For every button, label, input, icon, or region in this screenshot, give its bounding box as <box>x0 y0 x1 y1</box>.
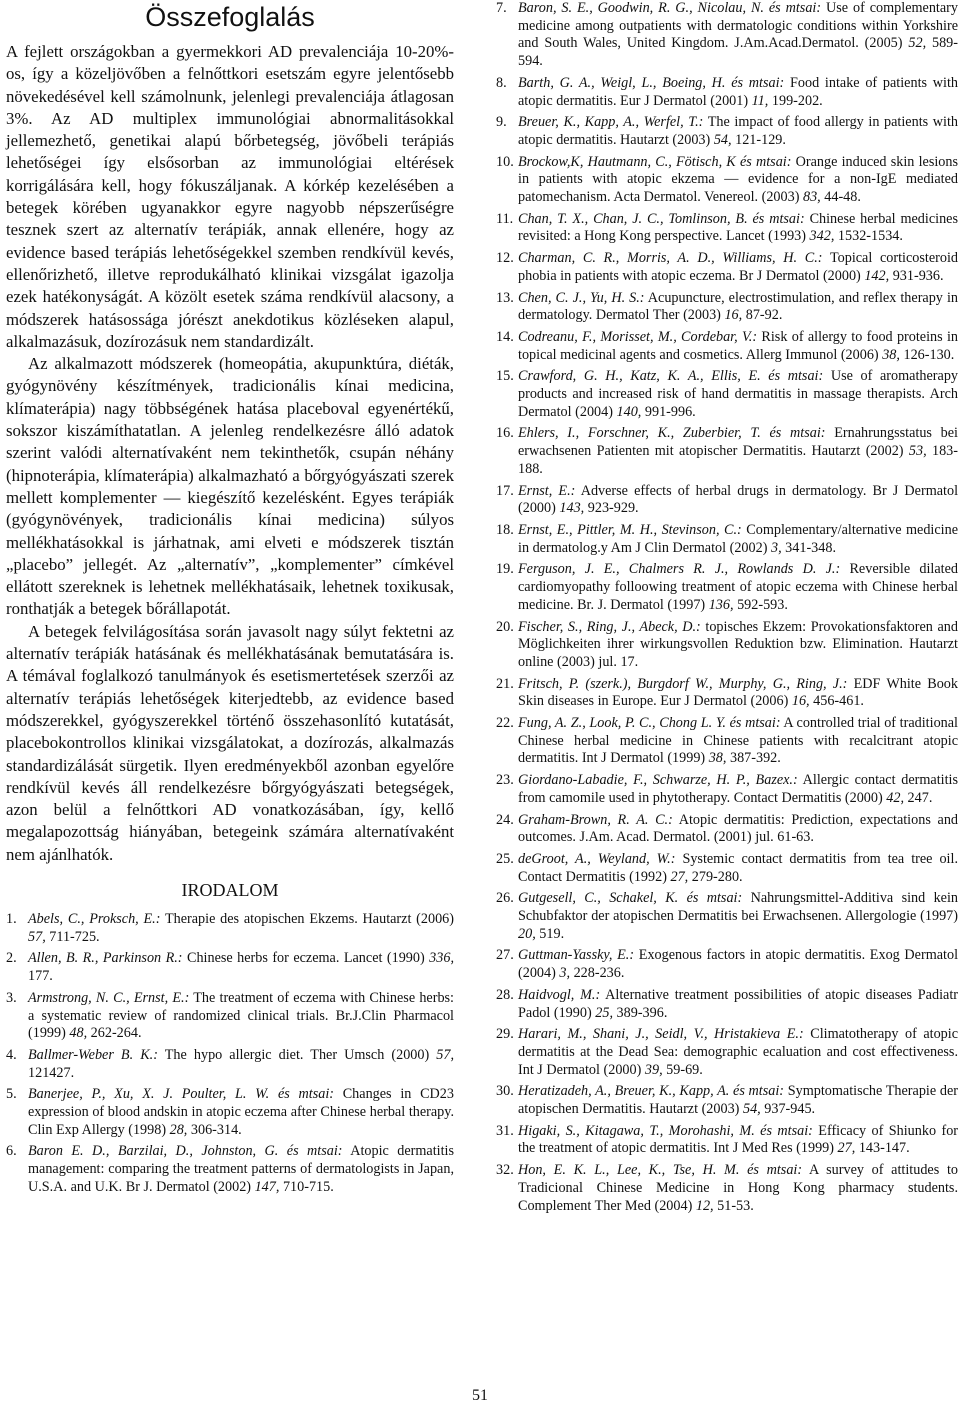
reference-item <box>496 211 958 246</box>
reference-item <box>496 483 958 518</box>
reference-pages: 121427. <box>28 1064 75 1081</box>
reference-volume: 140, <box>616 403 642 420</box>
reference-volume: 147, <box>254 1178 280 1195</box>
reference-authors: Armstrong, N. C., Ernst, E.: <box>28 989 190 1006</box>
reference-authors: Allen, B. R., Parkinson R.: <box>28 950 183 967</box>
reference-volume: 3, <box>770 539 782 556</box>
reference-text: Chinese herbal medicines revisited: a Hong Kong perspective. Lancet (1993) <box>518 210 958 245</box>
reference-item <box>496 715 958 768</box>
reference-authors: Ballmer-Weber B. K.: <box>28 1046 158 1063</box>
reference-item <box>496 75 958 110</box>
reference-number: 13. <box>496 289 514 306</box>
reference-pages: 341-348. <box>781 539 837 556</box>
reference-pages: 937-945. <box>760 1101 816 1118</box>
reference-authors: Higaki, S., Kitagawa, T., Morohashi, M. és mtsai: <box>518 1122 813 1139</box>
reference-text: Use of complementary medicine among outpatients with dermatologic conditions within Yorkshire and South Wales, United Kingdom. J.Am.Acad.Dermatol. (2005) <box>518 0 958 52</box>
reference-pages: 931-936. <box>889 267 944 284</box>
reference-text: Nahrungsmittel-Additiva sind kein Schubfaktor der atopischen Dermatitis bei Erwachsenen. Allergologie (1997) <box>518 890 958 925</box>
reference-pages: 228-236. <box>570 965 625 982</box>
reference-authors: Fischer, S., Ring, J., Abeck, D.: <box>518 618 701 635</box>
reference-item <box>496 425 958 478</box>
reference-text: Orange induced skin lesions in patients with atopic ekzema — evidence for a non-IgE mediated patomechanism. Acta Dermatol. Venereol. (2003) <box>518 153 958 206</box>
reference-text: Atopic dermatitis management: comparing the treatment patterns of dermatologists in Japan, U.S.A. and U.K. Br J. Dermatol (2002) <box>28 1143 454 1195</box>
reference-volume: 57, <box>28 928 46 945</box>
reference-authors: Baron E. D., Barzilai, D., Johnston, G. és mtsai: <box>28 1143 343 1160</box>
reference-pages: 262-264. <box>87 1025 142 1042</box>
reference-number: 16. <box>496 425 514 442</box>
reference-text: A controlled trial of traditional Chinese herbal medicine in Chinese patients with recalcitrant atopic dermatitis. Int J Dermatol (1999) <box>518 715 958 767</box>
reference-number: 22. <box>496 715 514 732</box>
reference-text: Complementary/alternative medicine in dermatolog.y Am J Clin Dermatol (2002) <box>518 521 959 556</box>
reference-volume: 12, <box>695 1197 714 1214</box>
reference-text: A survey of attitudes to Tradicional Chinese Medicine in Hong Kong pharmacy students. Complement Ther Med (2004) <box>518 1162 958 1214</box>
reference-pages: 1532-1534. <box>834 228 903 245</box>
reference-authors: Harari, M., Shani, J., Seidl, V., Hristakieva E.: <box>518 1026 804 1043</box>
reference-number: 4. <box>6 1046 17 1063</box>
reference-volume: 342, <box>809 228 835 245</box>
reference-volume: 20, <box>518 925 536 942</box>
reference-authors: Ernst, E.: <box>518 482 576 499</box>
reference-number: 27. <box>496 947 514 964</box>
reference-volume: 143, <box>559 500 585 517</box>
page-number: 51 <box>472 1387 488 1404</box>
reference-number: 26. <box>496 890 514 907</box>
reference-pages: 44-48. <box>820 189 861 206</box>
reference-number: 15. <box>496 368 514 385</box>
reference-number: 17. <box>496 482 514 499</box>
reference-list-left <box>6 911 454 1197</box>
reference-pages: 923-929. <box>584 500 639 517</box>
reference-pages: 991-996. <box>641 403 696 420</box>
reference-authors: Fung, A. Z., Look, P. C., Chong L. Y. és mtsai: <box>518 715 781 732</box>
reference-authors: Haidvogl, M.: <box>518 986 601 1003</box>
reference-item <box>6 1047 454 1082</box>
reference-authors: Ferguson, J. E., Chalmers R. J., Rowlands D. J.: <box>518 561 841 578</box>
reference-item <box>496 772 958 807</box>
reference-item <box>496 368 958 421</box>
reference-volume: 53, <box>908 443 927 460</box>
reference-item <box>496 812 958 847</box>
reference-pages: 126-130. <box>899 346 955 363</box>
reference-pages: 177. <box>28 968 53 985</box>
reference-volume: 27, <box>670 868 689 885</box>
reference-item <box>496 0 958 71</box>
reference-item <box>496 987 958 1022</box>
reference-number: 32. <box>496 1162 514 1179</box>
reference-volume: 336, <box>429 950 454 967</box>
reference-item <box>496 1123 958 1158</box>
reference-volume: 11, <box>751 92 769 109</box>
reference-item <box>496 250 958 285</box>
reference-authors: Heratizadeh, A., Breuer, K., Kapp, A. és mtsai: <box>518 1083 785 1100</box>
reference-number: 6. <box>6 1143 17 1160</box>
reference-item <box>6 950 454 985</box>
reference-item <box>496 561 958 614</box>
reference-authors: Banerjee, P., Xu, X. J. Poulter, L. W. és mtsai: <box>28 1086 334 1103</box>
reference-authors: Charman, C. R., Morris, A. D., Williams, H. C.: <box>518 250 823 267</box>
reference-authors: Fritsch, P. (szerk.), Burgdorf W., Murphy, G., Ring, J.: <box>518 675 848 692</box>
reference-text: Adverse effects of herbal drugs in dermatology. Br J Dermatol (2000) <box>518 482 959 517</box>
reference-item <box>496 329 958 364</box>
reference-authors: Gutgesell, C., Schakel, K. és mtsai: <box>518 890 743 907</box>
reference-authors: Abels, C., Proksch, E.: <box>28 910 161 927</box>
reference-item <box>6 1143 454 1196</box>
reference-pages: 87-92. <box>742 307 783 324</box>
reference-volume: 136, <box>708 596 734 613</box>
reference-volume: 42, <box>886 789 904 806</box>
reference-text: Food intake of patients with atopic dermatitis. Eur J Dermatol (2001) <box>518 74 958 109</box>
reference-pages: 143-147. <box>855 1140 910 1157</box>
reference-text: Allergic contact dermatitis from camomile used in phytotherapy. Contact Dermatitis (2000) <box>518 772 958 806</box>
right-column <box>496 0 958 1219</box>
reference-pages: 519. <box>535 925 565 942</box>
reference-authors: Crawford, G. H., Katz, K. A., Ellis, E. és mtsai: <box>518 368 824 385</box>
reference-authors: Breuer, K., Kapp, A., Werfel, T.: <box>518 114 704 131</box>
reference-number: 18. <box>496 521 514 538</box>
reference-pages: 59-69. <box>662 1061 703 1078</box>
reference-item <box>6 990 454 1043</box>
reference-volume: 57, <box>436 1046 454 1063</box>
reference-pages: 389-396. <box>612 1004 668 1021</box>
reference-item <box>496 1026 958 1079</box>
reference-number: 14. <box>496 328 514 345</box>
reference-text: Symptomatische Therapie der atopischen Dermatitis. Hautarzt (2003) <box>518 1083 958 1118</box>
reference-text: topisches Ekzem: Provokationsfaktoren and Möglichkeiten ihrer wirkungsvollen Reduktion bzw. Elimination. Hautarzt online (2003) jul. 17. <box>518 618 958 670</box>
reference-number: 28. <box>496 986 514 1003</box>
reference-pages: 306-314. <box>187 1121 242 1138</box>
reference-text: Ernahrungsstatus bei erwachsenen Patienten mit atopischer Dermatitis. Hautarzt (2002) <box>518 425 958 460</box>
reference-authors: Guttman-Yassky, E.: <box>518 947 635 964</box>
reference-text: The impact of food allergy in patients with atopic dermatitis. Hautarzt (2003) <box>518 114 958 148</box>
reference-number: 11. <box>496 210 514 227</box>
reference-item <box>496 890 958 943</box>
reference-authors: Chen, C. J., Yu, H. S.: <box>518 289 645 306</box>
reference-volume: 3, <box>559 965 571 982</box>
reference-authors: Hon, E. K. L., Lee, K., Tse, H. M. és mtsai: <box>518 1162 803 1179</box>
reference-number: 21. <box>496 675 514 692</box>
reference-volume: 38, <box>882 346 900 363</box>
reference-pages: 183-188. <box>518 443 958 477</box>
reference-authors: Baron, S. E., Goodwin, R. G., Nicolau, N. és mtsai: <box>518 0 822 16</box>
reference-pages: 279-280. <box>688 868 743 885</box>
summary-paragraph: A betegek felvilágosítása során javasolt nagy súlyt fektetni az alternatív terápiák hatásának és mellékhatásának bemutatására is. A témával foglalkozó tanulmányok és esetismertetések szerzői az alternatív terápiás lehetőségek kiterjedtebb, az evidence based módszerekkel, gyógyszerekkel történő összehasonlító kutatását, placebokontrollos klinikai vizsgálatokat, a dozírozás, alkalmazás standardizálását sürgetik. Ilyen eredményekből azonban egyelőre rendkívül kevés áll rendelkezésre bőrgyógyászati betegségek, azon belül a felnőttkori AD vonatkozásában, így, kellő megalapozottság hiányában, betegeink számára alternatívaként nem ajánlhatók. <box>6 621 454 864</box>
reference-authors: Graham-Brown, R. A. C.: <box>518 811 673 828</box>
reference-volume: 25, <box>595 1004 613 1021</box>
reference-authors: deGroot, A., Weyland, W.: <box>518 850 676 867</box>
summary-paragraph: A fejlett országokban a gyermekkori AD prevalenciája 10-20%-os, így a közeljövőben a felnőttkori esetszám egyre jelentősebb növekedésével kell számolnunk, jelenlegi prevalenciája átlagosan 3%. Az AD multiplex immunológiai abnormalitásokkal jellemezhető, genetikai alapú bőrbetegség, jövőbeli terápiás lehetőségei így elsősorban az immunológiai eltérések korrigálására kell, hogy fókuszáljanak. A kórkép kezelésében a betegek körében ugyanakkor egyre nagyobb népszerűségre tesznek szert az alternatív terápiák, annak ellenére, hogy az evidence based terápiás lehetőségekkel szemben rendkívül kevés, ellenőrizhető, illetve reprodukálható klinikai vizsgálat igazolja ezek hatékonyságát. A közölt esetek száma rendkívül alacsony, a módszerek hatásossága jórészt anekdotikus közléseken alapul, alkalmazásuk, dozírozásuk nem standardizált. <box>6 42 454 351</box>
reference-text: Changes in CD23 expression of blood andskin in atopic eczema after Chinese herbal therapy. Clin Exp Allergy (1998) <box>28 1086 454 1138</box>
reference-text: Topical corticosteroid phobia in patients with atopic eczema. Br J Dermatol (2000) <box>518 250 958 284</box>
reference-number: 9. <box>496 114 507 131</box>
reference-text: EDF White Book Skin diseases in Europe. Eur J Dermatol (2006) <box>518 675 958 710</box>
reference-text: Acupuncture, electrostimulation, and reflex therapy in dermatology. Dermatol Ther (2003) <box>518 289 958 324</box>
reference-text: The hypo allergic diet. Ther Umsch (2000) <box>157 1046 437 1063</box>
reference-volume: 27, <box>837 1140 856 1157</box>
reference-item <box>496 154 958 207</box>
reference-pages: 710-715. <box>279 1178 334 1195</box>
reference-number: 31. <box>496 1122 514 1139</box>
reference-pages: 199-202. <box>768 92 823 109</box>
reference-number: 20. <box>496 618 514 635</box>
reference-authors: Ehlers, I., Forschner, K., Zuberbier, T. és mtsai: <box>518 425 826 442</box>
reference-pages: 247. <box>904 789 933 806</box>
reference-item <box>496 290 958 325</box>
reference-text: Exogenous factors in atopic dermatitis. Exog Dermatol (2004) <box>518 947 959 982</box>
reference-volume: 52, <box>908 35 927 52</box>
reference-text: Chinese herbs for eczema. Lancet (1990) <box>182 950 430 967</box>
reference-text: Efficacy of Shiunko for the treatment of atopic dermatitis. Int J Med Res (1999) <box>518 1122 959 1157</box>
reference-pages: 592-593. <box>733 596 788 613</box>
summary-title: Összefoglalás <box>145 2 315 32</box>
reference-volume: 48, <box>69 1025 88 1042</box>
reference-volume: 83, <box>802 189 821 206</box>
reference-number: 24. <box>496 811 514 828</box>
reference-item <box>496 619 958 672</box>
reference-item <box>496 1083 958 1118</box>
reference-volume: 28, <box>169 1121 188 1138</box>
left-column <box>6 0 454 1201</box>
reference-number: 3. <box>6 989 17 1006</box>
reference-authors: Barth, G. A., Weigl, L., Boeing, H. és mtsai: <box>518 74 785 91</box>
reference-volume: 54, <box>742 1101 761 1118</box>
reference-number: 8. <box>496 74 507 91</box>
reference-number: 25. <box>496 850 514 867</box>
reference-text: Therapie des atopischen Ekzems. Hautarzt (2006) <box>160 910 455 927</box>
reference-volume: 54, <box>713 131 732 148</box>
reference-item <box>496 676 958 711</box>
reference-text: Reversible dilated cardiomyopathy folloowing treatment of atopic eczema with Chinese herbal medicine. Br. J. Dermatol (1997) <box>518 561 958 613</box>
reference-item <box>496 522 958 557</box>
summary-paragraph: Az alkalmazott módszerek (homeopátia, akupunktúra, diéták, gyógynövény készítmények, tradicionális kínai medicina, klímaterápia) nagy többségének hatása placeboval egyenértékű, sokszor kiszámíthatatlan. A jelenleg rendelkezésre álló adatok szerint valódi alternatívaként nem tekinthetők, csupán néhány (hipnoterápia, klímaterápia) alkalmazható a bőrgyógyászati szerek mellett komplementer — kiegészítő kezelésként. Egyes terápiák (gyógynövények, tradicionális kínai medicina) súlyos mellékhatásokkal is járhatnak, ami elveti e módszerek tisztán „placebo” jellegét. Az „alternatív”, „komplementer” címkével ellátott szereknek is lehetnek mellékhatásaik, lehetnek toxikusak, ronthatják a betegek bőrállapotát. <box>6 354 454 619</box>
reference-volume: 142, <box>864 267 890 284</box>
reference-number: 2. <box>6 950 17 967</box>
reference-number: 7. <box>496 0 507 16</box>
reference-text: Risk of allergy to food proteins in topical medicinal agents and cosmetics. Allerg Immunol (2006) <box>518 328 959 363</box>
reference-text: Alternative treatment possibilities of atopic diseases Padiatr Padol (1990) <box>518 986 958 1021</box>
reference-list-right <box>496 0 958 1215</box>
reference-item <box>6 911 454 946</box>
reference-pages: 387-392. <box>726 750 781 767</box>
reference-item <box>496 1162 958 1215</box>
reference-volume: 16, <box>791 693 810 710</box>
reference-authors: Chan, T. X., Chan, J. C., Tomlinson, B. és mtsai: <box>518 210 805 227</box>
reference-text: Use of aromatherapy products and increased risk of hand dermatitis in massage therapists. Arch Dermatol (2004) <box>518 368 959 420</box>
reference-volume: 16, <box>724 307 743 324</box>
reference-number: 5. <box>6 1086 17 1103</box>
reference-item <box>6 1086 454 1139</box>
reference-pages: 711-725. <box>45 928 100 945</box>
reference-number: 1. <box>6 910 17 927</box>
reference-text: Climatotherapy of atopic dermatitis at the Dead Sea: demographic ecaluation and cost effectiveness. Int J Dermatol (2000) <box>518 1026 959 1078</box>
reference-number: 29. <box>496 1026 514 1043</box>
reference-volume: 38, <box>708 750 727 767</box>
reference-authors: Giordano-Labadie, F., Schwarze, H. P., Bazex.: <box>518 772 798 789</box>
reference-pages: 456-461. <box>809 693 864 710</box>
reference-number: 30. <box>496 1083 514 1100</box>
reference-number: 23. <box>496 772 514 789</box>
reference-number: 19. <box>496 561 514 578</box>
reference-number: 10. <box>496 153 514 170</box>
reference-pages: 121-129. <box>731 131 786 148</box>
reference-text: Atopic dermatitis: Prediction, expectations and outcomes. J.Am. Acad. Dermatol. (2001) jul. 61-63. <box>518 811 959 846</box>
reference-item <box>496 114 958 149</box>
reference-volume: 39, <box>644 1061 663 1078</box>
reference-text: Systemic contact dermatitis from tea tree oil. Contact Dermatitis (1992) <box>518 850 958 885</box>
reference-pages: 51-53. <box>713 1197 754 1214</box>
reference-text: The treatment of eczema with Chinese herbs: a systematic review of randomized clinical trials. Br.J.Clin Pharmacol (1999) <box>28 989 454 1042</box>
reference-number: 12. <box>496 250 514 267</box>
references-title: IRODALOM <box>181 879 279 900</box>
reference-pages: 589-594. <box>518 35 958 70</box>
reference-authors: Ernst, E., Pittler, M. H., Stevinson, C.: <box>518 521 742 538</box>
reference-item <box>496 947 958 982</box>
reference-authors: Brockow,K, Hautmann, C., Fötisch, K és mtsai: <box>518 153 792 170</box>
reference-authors: Codreanu, F., Morisset, M., Cordebar, V.: <box>518 328 758 345</box>
reference-item <box>496 851 958 886</box>
